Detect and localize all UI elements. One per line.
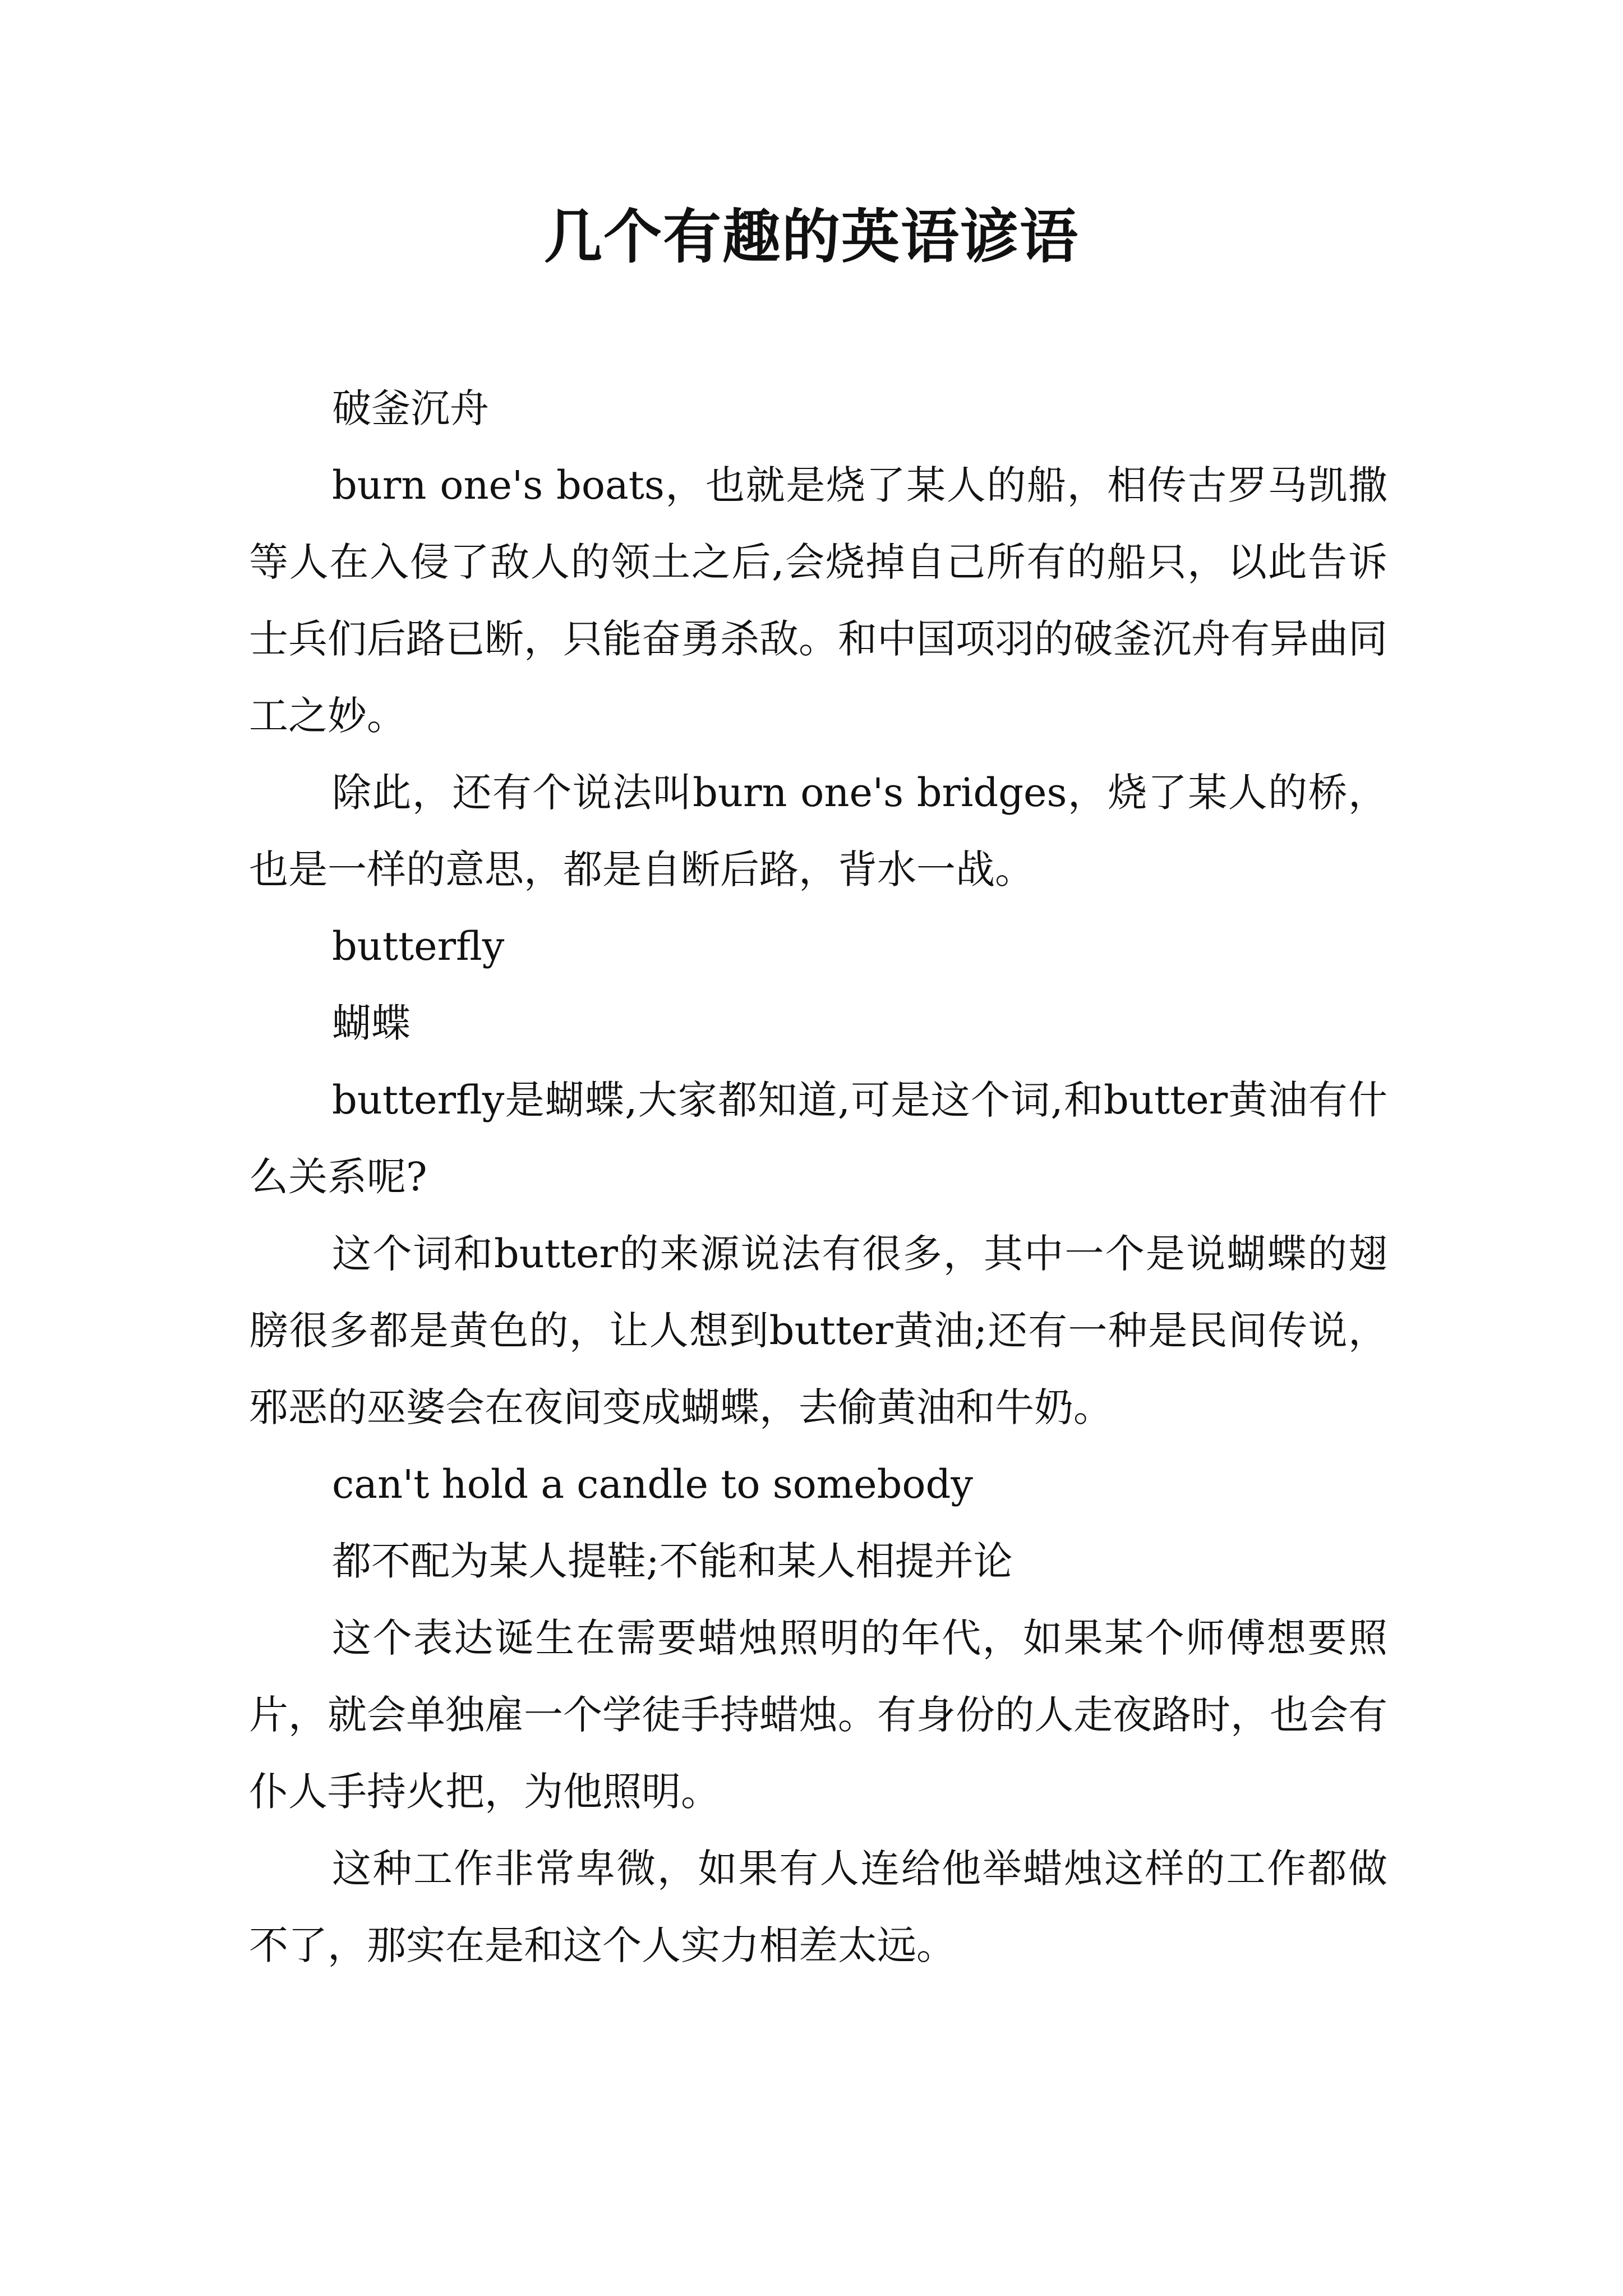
paragraph-1: 破釜沉舟: [332, 385, 489, 431]
paragraph-9: 都不配为某人提鞋;不能和某人相提并论: [332, 1538, 1013, 1584]
paragraph-5: 蝴蝶: [332, 1000, 411, 1046]
paragraph-10: 这个表达诞生在需要蜡烛照明的年代，如果某个师傅想要照片，就会单独雇一个学徒手持蜡烛。有身份的人走夜路时，也会有仆人手持火把，为他照明。: [249, 1615, 1387, 1815]
document-title: 几个有趣的英语谚语: [543, 202, 1079, 271]
paragraph-6: butterfly是蝴蝶,大家都知道,可是这个词,和butter黄油有什么关系呢?: [249, 1077, 1387, 1200]
paragraph-2: burn one's boats，也就是烧了某人的船，相传古罗马凯撒等人在入侵了敌人的领土之后,会烧掉自己所有的船只，以此告诉士兵们后路已断，只能奋勇杀敌。和中国项羽的破釜沉舟有异曲同工之妙。: [249, 462, 1387, 739]
paragraph-4: butterfly: [332, 923, 505, 969]
paragraph-8: can't hold a candle to somebody: [332, 1461, 973, 1507]
paragraph-7: 这个词和butter的来源说法有很多，其中一个是说蝴蝶的翅膀很多都是黄色的，让人想到butter黄油;还有一种是民间传说，邪恶的巫婆会在夜间变成蝴蝶，去偷黄油和牛奶。: [249, 1231, 1387, 1430]
paragraph-3: 除此，还有个说法叫burn one's bridges，烧了某人的桥，也是一样的意思，都是自断后路，背水一战。: [249, 770, 1387, 892]
document-body: [249, 370, 1387, 1984]
paragraph-11: 这种工作非常卑微，如果有人连给他举蜡烛这样的工作都做不了，那实在是和这个人实力相差太远。: [249, 1846, 1387, 1968]
